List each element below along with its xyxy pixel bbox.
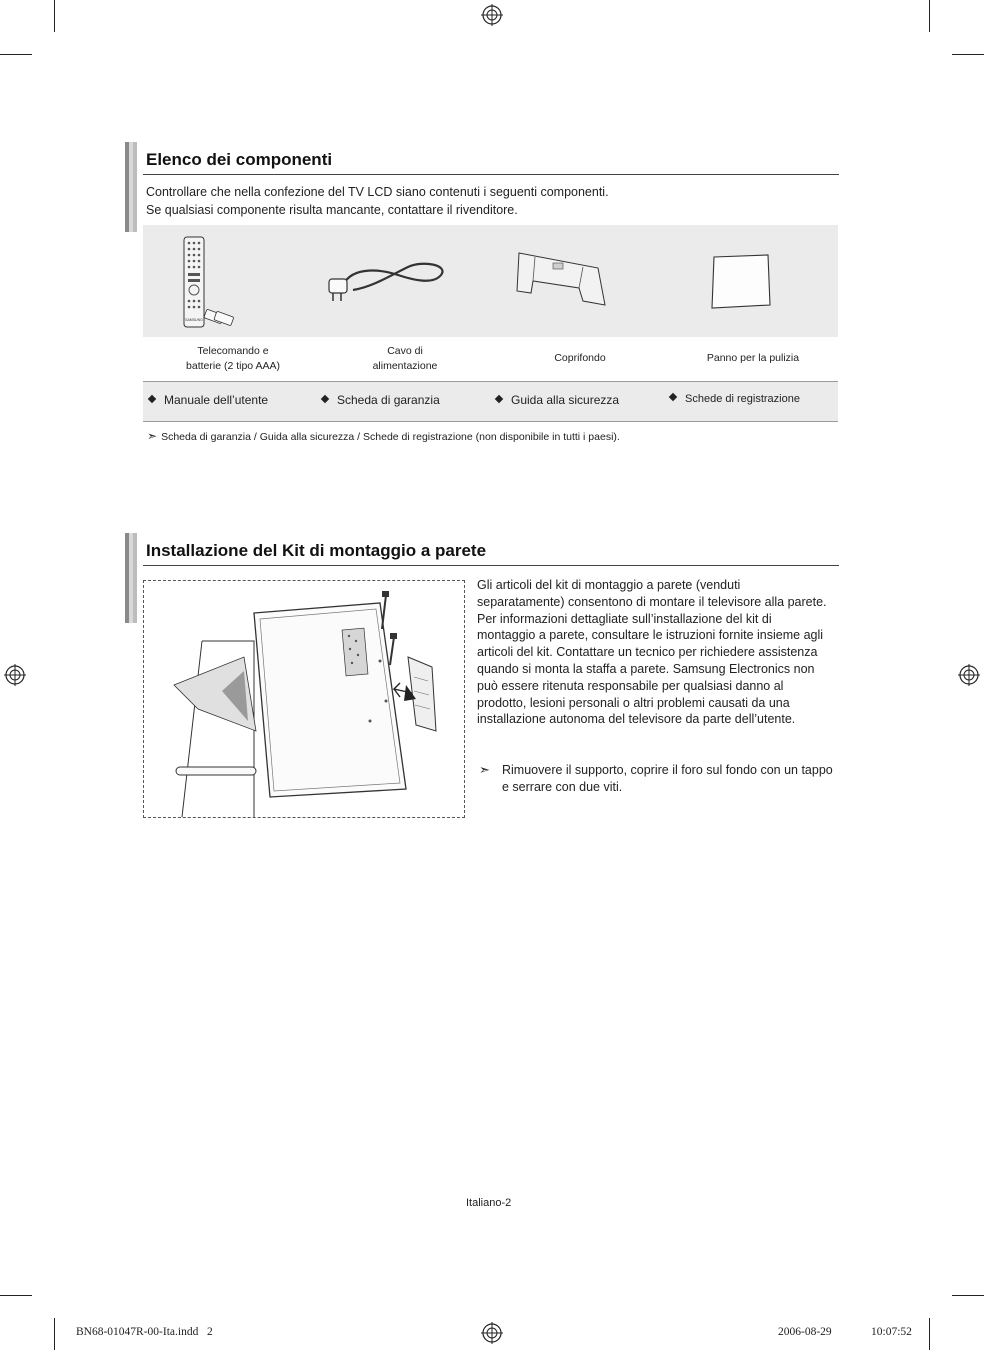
registration-mark-icon [958,664,980,686]
bullet-diamond-icon [321,395,329,403]
crop-mark-top-right-h [952,54,984,55]
document-item: Guida alla sicurezza [496,393,619,407]
crop-mark-top-right-v [929,0,930,32]
bullet-diamond-icon [495,395,503,403]
component-caption-remote: Telecomando e batterie (2 tipo AAA) [186,345,280,372]
document-item: Schede di registrazione [670,393,800,405]
documents-list [143,381,838,422]
section-title-components: Elenco dei componenti [146,150,333,169]
remote-control-icon [181,235,241,330]
crop-mark-bottom-right-h [952,1295,984,1296]
svg-text:SAMSUNG: SAMSUNG [185,318,203,322]
note-arrow-icon: ➣ [147,429,158,443]
crop-mark-bottom-right-v [929,1318,930,1350]
components-illustration-panel [143,225,838,337]
note-arrow-icon: ➣ [479,762,490,777]
section-marker-bar [125,142,137,232]
wall-mount-description: Gli articoli del kit di montaggio a parete (venduti separatamente) consentono di montare il televisore alla parete. Per informazioni dettagliate sull’installazione del kit di montaggio a parete, consultare le istruzioni fornite insieme agli articoli del kit. Contattare un tecnico per richiedere assistenza quando si monta la staffa a parete. Samsung Electronics non può essere ritenuta responsabile per qualsiasi danno al prodotto, lesioni personali o altri problemi causati da una installazione autonoma del televisore da parte dell’utente. [477,578,827,727]
bullet-diamond-icon [669,393,677,401]
date-slug: 2006-08-29 [778,1326,832,1338]
crop-mark-top-left-v [54,0,55,32]
intro-line-2: Se qualsiasi componente risulta mancante, contattare il rivenditore. [146,203,518,217]
section-rule [143,565,839,566]
document-item: Manuale dell’utente [149,393,268,407]
section-title-wall-mount: Installazione del Kit di montaggio a parete [146,541,487,560]
bullet-diamond-icon [148,395,156,403]
registration-mark-icon [481,4,503,26]
intro-line-1: Controllare che nella confezione del TV LCD siano contenuti i seguenti componenti. [146,185,609,199]
wall-mount-illustration [143,580,465,818]
component-caption-cloth: Panno per la pulizia [706,352,800,364]
cleaning-cloth-icon [708,253,774,311]
crop-mark-top-left-h [0,54,32,55]
battery-icon [204,309,234,326]
crop-mark-bottom-left-h [0,1295,32,1296]
availability-note: ➣ Scheda di garanzia / Guida alla sicurezza / Schede di registrazione (non disponibile in tutti i paesi). [147,429,620,443]
time-slug: 10:07:52 [871,1326,912,1338]
wall-mount-note-text: Rimuovere il supporto, coprire il foro sul fondo con un tappo e serrare con due viti. [502,763,833,794]
file-name-slug: BN68-01047R-00-Ita.indd 2 [76,1326,213,1338]
component-caption-cover: Coprifondo [554,352,606,364]
section-marker-bar [125,533,137,623]
document-item: Scheda di garanzia [322,393,440,407]
section-rule [143,174,839,175]
registration-mark-icon [481,1322,503,1344]
registration-mark-icon [4,664,26,686]
component-caption-cable: Cavo di alimentazione [372,345,438,372]
tv-wall-mount-icon [144,581,464,817]
cover-bottom-icon [513,243,613,313]
page-number: Italiano-2 [466,1197,512,1209]
crop-mark-bottom-left-v [54,1318,55,1350]
power-cable-icon [323,245,453,310]
